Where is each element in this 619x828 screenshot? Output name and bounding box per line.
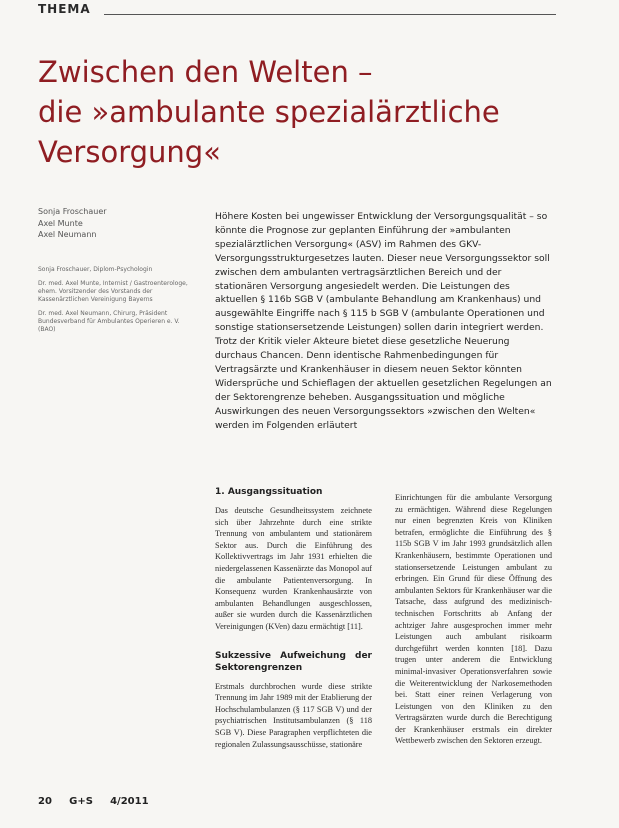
article-abstract: Höhere Kosten bei ungewisser Entwicklung der Versorgungsqualität – so könnte die Prognose zur geplanten Einführung der »ambulanten spezialärztlichen Versorgung« (ASV) im Rahmen des GKV-Versorgungsstrukturgesetzes lauten. Dieser neue Versorgungssektor soll zwischen dem ambulanten vertragsärztlichen Bereich und der stationären Versorgung angesiedelt werden. Die Leistungen des aktuellen § 116b SGB V (ambulante Behandlung am Krankenhaus) und ausgewählte Eingriffe nach § 115 b SGB V (ambulante Operationen und sonstige stationsersetzende Leistungen) sollen darin integriert werden. Trotz der Kritik vieler Akteure bietet diese gesetzliche Neuerung durchaus Chancen. Denn identische Rahmenbedingungen für Vertragsärzte und Krankenhäuser in diesem neuen Sektor könnten Widersprüche und Schieflagen der aktuellen gesetzlichen Regelungen an der Sektorengrenze beheben. Ausgangssituation und mögliche Auswirkungen des neuen Versorgungssektors »zwischen den Welten« werden im Folgenden erläutert bbox=[215, 211, 552, 431]
author-list bbox=[38, 206, 198, 241]
section-label: THEMA bbox=[38, 2, 91, 16]
affiliation: Sonja Froschauer, Diplom-Psychologin bbox=[38, 266, 153, 273]
author-affiliations bbox=[38, 266, 198, 340]
body-column-right bbox=[395, 492, 552, 747]
magazine-name: G+S bbox=[69, 796, 93, 807]
affiliation: Dr. med. Axel Munte, Internist / Gastroenterologe, ehem. Vorsitzender des Vorstands der Kassenärztlichen Vereinigung Bayerns bbox=[38, 280, 188, 303]
body-paragraph: Erstmals durchbrochen wurde diese strikte Trennung im Jahr 1989 mit der Etablierung der Hochschulambulanzen (§ 117 SGB V) und der psychiatrischen Institutsambulanzen (§ 118 SGB V). Diese Paragraphen verpflichteten die regionalen Zulassungsausschüsse, stationäre bbox=[215, 681, 372, 749]
subsection-heading: Sukzessive Aufweichung der Sektorengrenzen bbox=[215, 650, 372, 673]
issue-number: 4/2011 bbox=[110, 796, 149, 807]
title-line: die »ambulante spezialärztliche bbox=[38, 95, 500, 129]
page-footer bbox=[38, 796, 149, 807]
article-title bbox=[38, 52, 578, 172]
affiliation: Dr. med. Axel Neumann, Chirurg, Präsident Bundesverband für Ambulantes Operieren e. V. (BAO) bbox=[38, 310, 180, 333]
title-line: Versorgung« bbox=[38, 135, 221, 169]
body-column-left bbox=[215, 486, 372, 750]
title-line: Zwischen den Welten – bbox=[38, 55, 373, 89]
body-paragraph: Das deutsche Gesundheitssystem zeichnete sich über Jahrzehnte durch eine strikte Trennung von ambulantem und stationärem Sektor aus. Durch die Einführung des Kollektivvertrags im Jahr 1931 erhielten die niedergelassenen Kassenärzte das Monopol auf die ambulante Patientenversorgung. In Konsequenz wurden Krankenhausärzte von ambulanten Behandlungen ausgeschlossen, außer sie wurden durch die Kassenärztlichen Vereinigungen (KVen) dazu ermächtigt [11]. bbox=[215, 506, 372, 631]
page-number: 20 bbox=[38, 796, 52, 807]
author-name: Sonja Froschauer bbox=[38, 207, 107, 216]
section-heading: 1. Ausgangssituation bbox=[215, 487, 323, 497]
author-name: Axel Munte bbox=[38, 218, 83, 228]
author-name: Axel Neumann bbox=[38, 230, 97, 239]
body-paragraph: Einrichtungen für die ambulante Versorgung zu ermächtigen. Während diese Regelungen nur einen begrenzten Kreis von Kliniken betrafen, ermöglichte die Einführung des § 115b SGB V im Jahr 1993 grundsätzlich allen Krankenhäusern, bestimmte Operationen und stationsersetzende Leistungen ambulant zu erbringen. Ein Grund für diese Öffnung des ambulanten Sektors für Krankenhäuser war die Tatsache, dass aufgrund des medizinisch-technischen Fortschritts ab Anfang der achtziger Jahre ausgesprochen immer mehr Leistungen auch ambulant risikoarm durchgeführt werden konnten [18]. Dazu trugen unter anderem die Entwicklung minimal-invasiver Operationsverfahren sowie die Weiterentwicklung der Narkosemethoden bei. Statt einer reinen Verlagerung von Leistungen von den Kliniken zu den Vertragsärzten wurde durch die Berechtigung der Krankenhäuser erstmals ein direkter Wettbewerb zwischen den Sektoren erzeugt. bbox=[395, 493, 552, 746]
section-rule bbox=[104, 14, 556, 15]
